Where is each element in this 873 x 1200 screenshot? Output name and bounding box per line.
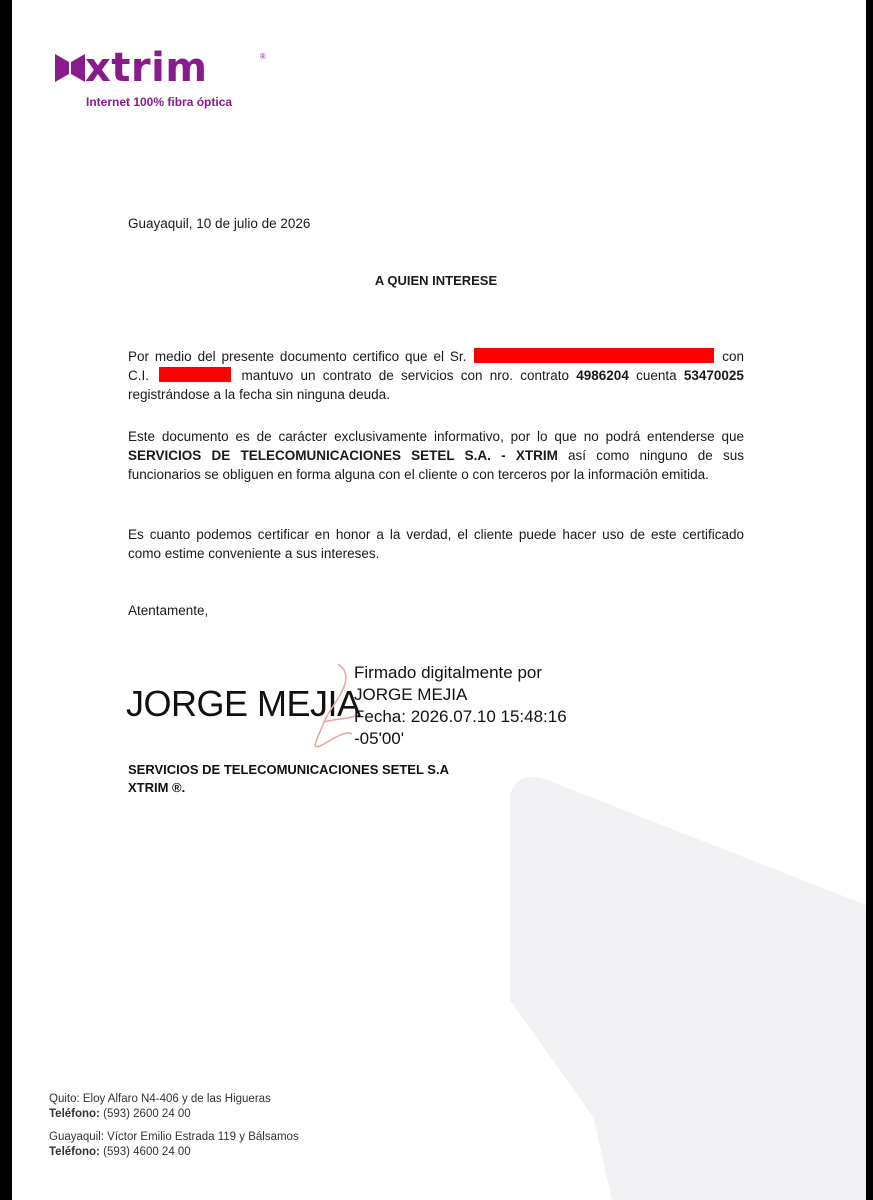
redacted-client-name [474,348,714,363]
contract-number: 4986204 [576,368,629,383]
document-page [12,0,866,1200]
butterfly-logo-icon [55,46,85,88]
paragraph-disclaimer: Este documento es de carácter exclusivamente informativo, por lo que no podrá entenderse que SERVICIOS DE TELECOMUNICACIONES SETEL S.A. - XTRIM así como ninguno de sus funcionarios se obliguen en forma alguna con el cliente o con terceros por la información emitida. [128,429,744,482]
paragraph-certification: Por medio del presente documento certifico que el Sr. con C.I. mantuvo un contrato de servicios con nro. contrato 4986204 cuenta 53470025 registrándose a la fecha sin ninguna deuda. [128,349,744,402]
brand-tagline: Internet 100% fibra óptica [86,95,233,109]
signature-name: JORGE MEJIA [126,683,361,724]
paragraph-closing-statement: Es cuanto podemos certificar en honor a la verdad, el cliente puede hacer uso de este certificado como estime conveniente a sus intereses. [128,527,744,561]
redacted-client-id [159,367,231,382]
background-decoration [12,0,866,1200]
closing-salutation: Atentamente, [128,603,209,618]
letter-date: Guayaquil, 10 de julio de 2026 [128,216,311,231]
footer-quito: Quito: Eloy Alfaro N4-406 y de las Higueras Teléfono: (593) 2600 24 00 [49,1093,271,1120]
company-signature-block: SERVICIOS DE TELECOMUNICACIONES SETEL S.A XTRIM ®. [128,762,449,795]
brand-registered-mark: ® [260,52,266,61]
account-number: 53470025 [683,368,744,383]
company-name-inline: SERVICIOS DE TELECOMUNICACIONES SETEL S.A. - XTRIM [128,448,558,463]
footer-guayaquil: Guayaquil: Víctor Emilio Estrada 119 y Bálsamos Teléfono: (593) 4600 24 00 [49,1131,299,1158]
brand-logo-text: xtrim [85,45,208,91]
digital-signature-info: Firmado digitalmente por JORGE MEJIA Fecha: 2026.07.10 15:48:16 -05'00' [354,663,567,748]
letter-heading: A QUIEN INTERESE [374,273,498,288]
signature-flourish-icon [300,660,360,752]
